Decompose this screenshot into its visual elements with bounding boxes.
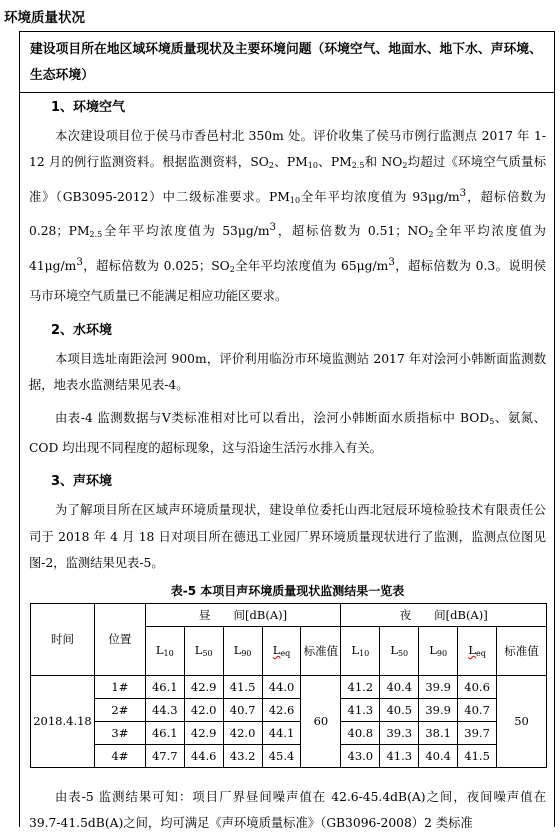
document-body xyxy=(29,93,546,836)
cell-day-standard: 60 xyxy=(301,675,341,767)
page-title: 环境质量状况 xyxy=(4,10,85,26)
cell-value: 40.5 xyxy=(380,698,419,721)
cell-value: 44.0 xyxy=(262,675,301,698)
cell-value: 40.6 xyxy=(458,675,497,698)
noise-table xyxy=(30,603,547,768)
cell-pos: 1# xyxy=(94,675,145,698)
cell-value: 41.5 xyxy=(223,675,262,698)
col-night-l90: $L_{90}$ xyxy=(419,626,458,675)
table-row xyxy=(31,721,547,744)
cell-pos: 4# xyxy=(94,744,145,767)
water-section-title: 2、水环境 xyxy=(51,322,113,338)
cell-value: 42.6 xyxy=(262,698,301,721)
cell-value: 44.1 xyxy=(262,721,301,744)
col-day-leq: $L_{eq}$ xyxy=(262,626,301,675)
col-position: 位置 xyxy=(94,603,145,675)
col-day-l90: $L_{90}$ xyxy=(223,626,262,675)
col-night-standard: 标准值 xyxy=(497,626,547,675)
cell-value: 40.7 xyxy=(458,698,497,721)
cell-value: 42.0 xyxy=(223,721,262,744)
table-row xyxy=(31,698,547,721)
section-heading: 建设项目所在地区域环境质量现状及主要环境问题（环境空气、地面水、地下水、声环境、生态环境） xyxy=(30,42,542,83)
cell-value: 43.2 xyxy=(223,744,262,767)
noise-paragraph-2: 由表-5 监测结果可知：项目厂界昼间噪声值在 42.6-45.4dB(A)之间，夜间噪声值在 39.7-41.5dB(A)之间，均可满足《声环境质量标准》（GB3096-2008）2 类标准 xyxy=(29,789,546,830)
cell-value: 46.1 xyxy=(145,721,184,744)
cell-value: 40.7 xyxy=(223,698,262,721)
cell-value: 45.4 xyxy=(262,744,301,767)
cell-value: 42.9 xyxy=(184,675,223,698)
cell-value: 38.1 xyxy=(419,721,458,744)
cell-pos: 2# xyxy=(94,698,145,721)
col-time: 时间 xyxy=(31,603,95,675)
cell-value: 39.9 xyxy=(419,698,458,721)
table-row xyxy=(31,675,547,698)
water-paragraph-1: 本项目选址南距浍河 900m，评价利用临汾市环境监测站 2017 年对浍河小韩断面监测数据，地表水监测结果见表-4。 xyxy=(29,351,546,393)
col-day-standard: 标准值 xyxy=(301,626,341,675)
cell-value: 41.5 xyxy=(458,744,497,767)
col-day-group: 昼 间[dB(A)] xyxy=(145,603,341,626)
cell-pos: 3# xyxy=(94,721,145,744)
cell-value: 43.0 xyxy=(341,744,380,767)
air-paragraph: 本次建设项目位于侯马市香邑村北 350m 处。评价收集了侯马市例行监测点 2017 年 1-12 月的例行监测资料。根据监测资料，$SO_2$、$PM_{10}$、$PM_{2.5}$和 $NO_2$均超过《环境空气质量标准》（GB3095-2012）中二级标准要求。$PM_{10}$全年平均浓度值为 $93\mu g/m^3$，超标倍数为 0.28；$PM_{2.5}$全年平均浓度值为 $53\mu g/m^3$，超标倍数为 0.51；$NO_2$全年平均浓度值为 $41\mu g/m^3$，超标倍数为 0.025；$SO_2$全年平均浓度值为 $65\mu g/m^3$，超标倍数为 0.3。说明侯马市环境空气质量已不能满足相应功能区要求。 xyxy=(29,129,547,304)
cell-value: 39.3 xyxy=(380,721,419,744)
document-frame xyxy=(19,31,555,830)
cell-value: 40.4 xyxy=(419,744,458,767)
water-paragraph-2: 由表-4 监测数据与Ⅴ类标准相对比可以看出，浍河小韩断面水质指标中 $BOD_5$、氨氮、COD 均出现不同程度的超标现象，这与沿途生活污水排入有关。 xyxy=(29,410,546,455)
air-section-title: 1、环境空气 xyxy=(51,100,126,115)
table-row xyxy=(31,744,547,767)
table-title: 表-5 本项目声环境质量现状监测结果一览表 xyxy=(170,583,405,598)
cell-night-standard: 50 xyxy=(497,675,547,767)
cell-value: 41.2 xyxy=(341,675,380,698)
cell-value: 41.3 xyxy=(380,744,419,767)
cell-value: 46.1 xyxy=(145,675,184,698)
cell-value: 42.0 xyxy=(184,698,223,721)
cell-value: 40.8 xyxy=(341,721,380,744)
cell-value: 41.3 xyxy=(341,698,380,721)
cell-value: 44.6 xyxy=(184,744,223,767)
cell-value: 40.4 xyxy=(380,675,419,698)
col-day-l50: $L_{50}$ xyxy=(184,626,223,675)
col-night-l50: $L_{50}$ xyxy=(380,626,419,675)
cell-date: 2018.4.18 xyxy=(31,675,95,767)
cell-value: 42.9 xyxy=(184,721,223,744)
cell-value: 47.7 xyxy=(145,744,184,767)
col-night-group: 夜 间[dB(A)] xyxy=(341,603,547,626)
noise-section-title: 3、声环境 xyxy=(51,474,113,490)
cell-value: 39.9 xyxy=(419,675,458,698)
col-night-leq: $L_{eq}$ xyxy=(458,626,497,675)
col-night-l10: $L_{10}$ xyxy=(341,626,380,675)
cell-value: 39.7 xyxy=(458,721,497,744)
noise-paragraph-1: 为了解项目所在区域声环境质量现状，建设单位委托山西北冠辰环境检验技术有限责任公司于 2018 年 4 月 18 日对项目所在德迅工业园厂界环境质量现状进行了监测，监测点位图见图-2，监测结果见表-5。 xyxy=(29,503,546,571)
cell-value: 44.3 xyxy=(145,698,184,721)
col-day-l10: $L_{10}$ xyxy=(145,626,184,675)
table-header-row xyxy=(31,603,547,626)
